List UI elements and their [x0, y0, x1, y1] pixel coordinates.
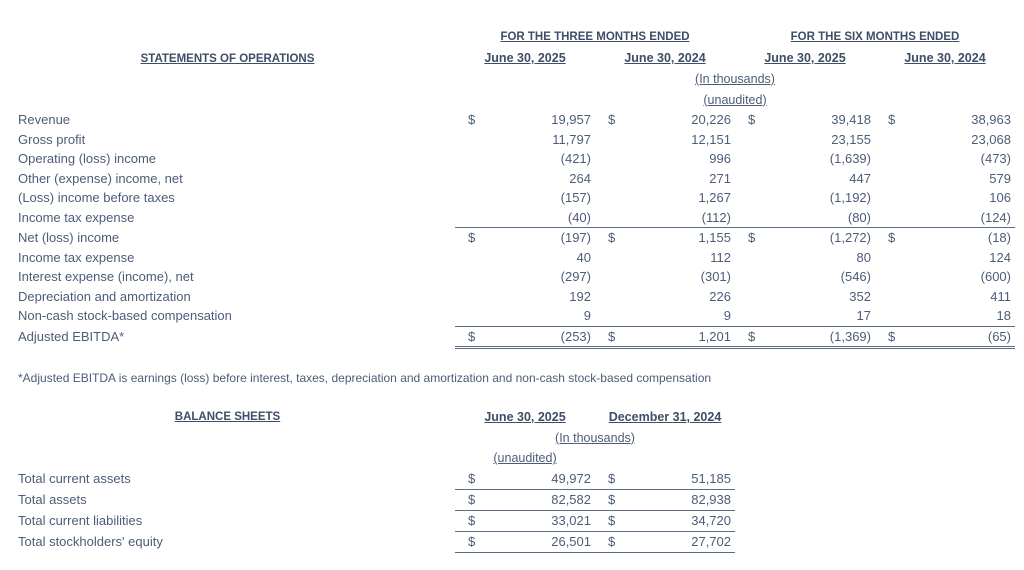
- currency-cell: [455, 208, 483, 228]
- value-cell: 124: [989, 249, 1011, 265]
- currency-cell: [595, 169, 623, 189]
- date-header: [735, 48, 875, 70]
- table-row-other-income: [0, 169, 1015, 189]
- row-label: Total current assets: [18, 470, 131, 486]
- currency-cell: [595, 248, 623, 268]
- note-unaudited: (unaudited): [703, 92, 767, 107]
- value-cell: 11,797: [552, 131, 591, 147]
- value-cell: 579: [989, 170, 1011, 186]
- currency-cell: [595, 208, 623, 228]
- note-unaudited-cell: [455, 448, 595, 469]
- date-header-row: [0, 48, 1015, 70]
- currency-cell: $: [455, 531, 483, 552]
- row-label: Gross profit: [18, 131, 86, 147]
- table-row-depreciation-amortization: [0, 287, 1015, 307]
- note-row: [0, 69, 1015, 90]
- row-label: Revenue: [18, 112, 71, 127]
- date-header-label: June 30, 2025: [764, 51, 846, 65]
- row-label: Income tax expense: [18, 249, 135, 265]
- note-unaudited-cell: [455, 90, 1015, 111]
- value-cell: (80): [763, 208, 875, 228]
- value-cell: 112: [710, 249, 731, 265]
- value-cell: (600): [980, 269, 1011, 284]
- value-cell: 12,151: [691, 131, 731, 147]
- table-row-total-stockholders-equity: [0, 531, 735, 552]
- value-cell: 1,267: [698, 190, 731, 205]
- value-cell: 18: [903, 306, 1015, 326]
- value-cell: 264: [569, 170, 591, 186]
- row-label: Depreciation and amortization: [18, 288, 191, 304]
- table-row-revenue: [0, 110, 1015, 130]
- value-cell: 352: [849, 288, 871, 304]
- value-cell: (112): [623, 208, 735, 228]
- value-cell: (157): [560, 190, 591, 205]
- balance-sheets-table: [0, 406, 735, 553]
- value-cell: (65): [903, 326, 1015, 348]
- period-header-label: FOR THE SIX MONTHS ENDED: [790, 31, 960, 43]
- value-cell: 411: [990, 288, 1011, 304]
- row-label: Non-cash stock-based compensation: [18, 308, 232, 324]
- table-row-total-current-assets: [0, 469, 735, 490]
- currency-cell: [735, 267, 763, 287]
- currency-cell: [735, 248, 763, 268]
- value-cell: (546): [840, 269, 871, 284]
- date-header-label: June 30, 2025: [484, 51, 566, 65]
- spacer-cell: [595, 448, 735, 469]
- currency-cell: [875, 287, 903, 307]
- spacer-cell: [0, 428, 455, 449]
- value-cell: 17: [763, 306, 875, 326]
- note-in-thousands: (In thousands): [695, 72, 775, 86]
- value-cell: 40: [576, 249, 591, 265]
- currency-cell: $: [455, 489, 483, 510]
- currency-cell: [735, 130, 763, 150]
- currency-cell: $: [595, 469, 623, 490]
- value-cell: (1,639): [829, 151, 871, 166]
- value-cell: 9: [623, 306, 735, 326]
- value-cell: 82,582: [483, 489, 595, 510]
- currency-cell: $: [468, 112, 476, 127]
- value-cell: (1,272): [829, 230, 871, 245]
- row-label: Adjusted EBITDA*: [18, 329, 125, 344]
- period-header-row: [0, 26, 1015, 48]
- currency-cell: [735, 149, 763, 169]
- statements-of-operations-title: STATEMENTS OF OPERATIONS: [140, 52, 315, 65]
- currency-cell: [455, 149, 483, 169]
- value-cell: (421): [560, 151, 591, 166]
- table-row-income-tax-expense: [0, 208, 1015, 228]
- value-cell: (253): [483, 326, 595, 348]
- value-cell: 80: [856, 249, 871, 265]
- currency-cell: $: [748, 230, 756, 245]
- date-header-row: [0, 406, 735, 428]
- currency-cell: [595, 130, 623, 150]
- currency-cell: [875, 169, 903, 189]
- row-label: Operating (loss) income: [18, 151, 156, 166]
- currency-cell: $: [735, 326, 763, 348]
- section-title-cell: [0, 406, 455, 428]
- section-title-cell: [0, 48, 455, 70]
- currency-cell: [455, 169, 483, 189]
- value-cell: 33,021: [483, 510, 595, 531]
- value-cell: 9: [483, 306, 595, 326]
- period-header-three-months: [455, 26, 735, 48]
- date-header-label: June 30, 2024: [624, 51, 706, 65]
- currency-cell: [455, 248, 483, 268]
- currency-cell: [875, 188, 903, 208]
- financial-report: [0, 26, 1024, 553]
- row-label: Interest expense (income), net: [18, 269, 194, 284]
- table-row-adjusted-ebitda: [0, 326, 1015, 348]
- note-unaudited: (unaudited): [493, 451, 557, 465]
- note-in-thousands-cell: [455, 69, 1015, 90]
- value-cell: 51,185: [623, 469, 735, 490]
- currency-cell: [455, 130, 483, 150]
- value-cell: 192: [569, 288, 591, 304]
- value-cell: (1,192): [829, 190, 871, 205]
- row-label: (Loss) income before taxes: [18, 190, 175, 205]
- table-row-gross-profit: [0, 130, 1015, 150]
- currency-cell: [875, 248, 903, 268]
- date-header: [875, 48, 1015, 70]
- value-cell: 23,068: [971, 131, 1011, 147]
- currency-cell: [595, 188, 623, 208]
- note-in-thousands-cell: [455, 428, 735, 449]
- currency-cell: [735, 208, 763, 228]
- spacer-cell: [0, 448, 455, 469]
- row-label: Other (expense) income, net: [18, 170, 183, 186]
- currency-cell: $: [455, 326, 483, 348]
- currency-cell: [875, 208, 903, 228]
- value-cell: 106: [989, 190, 1011, 205]
- currency-cell: $: [455, 510, 483, 531]
- value-cell: (18): [987, 230, 1011, 245]
- currency-cell: [875, 130, 903, 150]
- value-cell: 49,972: [483, 469, 595, 490]
- currency-cell: $: [888, 112, 896, 127]
- date-header: [455, 48, 595, 70]
- currency-cell: [735, 287, 763, 307]
- date-header-label: June 30, 2024: [904, 51, 986, 65]
- value-cell: (124): [903, 208, 1015, 228]
- currency-cell: [455, 267, 483, 287]
- table-row-total-assets: [0, 489, 735, 510]
- currency-cell: $: [888, 230, 896, 245]
- currency-cell: [875, 267, 903, 287]
- value-cell: (40): [483, 208, 595, 228]
- currency-cell: [875, 306, 903, 326]
- row-label: Total assets: [18, 491, 87, 507]
- date-header-label: December 31, 2024: [608, 409, 722, 424]
- currency-cell: [455, 287, 483, 307]
- value-cell: (301): [700, 269, 731, 284]
- row-label: Total current liabilities: [18, 512, 143, 528]
- value-cell: 19,957: [551, 112, 591, 127]
- row-label: Total stockholders' equity: [18, 533, 163, 549]
- value-cell: 39,418: [831, 112, 871, 127]
- table-row-net-income: [0, 228, 1015, 248]
- value-cell: (1,369): [763, 326, 875, 348]
- table-row-income-tax-expense-addback: [0, 248, 1015, 268]
- value-cell: 226: [709, 288, 731, 304]
- currency-cell: [595, 149, 623, 169]
- currency-cell: $: [608, 112, 616, 127]
- note-in-thousands: (In thousands): [555, 430, 635, 445]
- statements-of-operations-table: [0, 26, 1015, 349]
- date-header-label: June 30, 2025: [484, 409, 566, 424]
- currency-cell: [595, 267, 623, 287]
- adjusted-ebitda-footnote: *Adjusted EBITDA is earnings (loss) before interest, taxes, depreciation and amortization and non-cash stock-based compensation: [18, 371, 712, 385]
- value-cell: (473): [980, 151, 1011, 166]
- currency-cell: $: [595, 531, 623, 552]
- currency-cell: [735, 188, 763, 208]
- value-cell: 26,501: [483, 531, 595, 552]
- note-row: [0, 428, 735, 449]
- table-row-interest-expense: [0, 267, 1015, 287]
- table-row-stock-compensation: [0, 306, 1015, 326]
- table-row-operating-income: [0, 149, 1015, 169]
- table-row-total-current-liabilities: [0, 510, 735, 531]
- value-cell: 38,963: [971, 112, 1011, 127]
- currency-cell: $: [455, 469, 483, 490]
- spacer-cell: [0, 26, 455, 48]
- value-cell: 447: [849, 170, 871, 186]
- value-cell: 1,201: [623, 326, 735, 348]
- value-cell: 23,155: [831, 131, 871, 147]
- currency-cell: $: [468, 230, 476, 245]
- row-label: Net (loss) income: [18, 229, 120, 245]
- note-row: [0, 448, 735, 469]
- row-label: Income tax expense: [18, 209, 135, 225]
- value-cell: 996: [709, 151, 731, 166]
- currency-cell: $: [595, 510, 623, 531]
- currency-cell: $: [595, 326, 623, 348]
- currency-cell: [595, 306, 623, 326]
- spacer-cell: [0, 69, 455, 90]
- currency-cell: $: [748, 112, 756, 127]
- value-cell: (197): [560, 230, 591, 245]
- period-header-label: FOR THE THREE MONTHS ENDED: [500, 31, 690, 43]
- value-cell: 34,720: [623, 510, 735, 531]
- currency-cell: $: [875, 326, 903, 348]
- currency-cell: [595, 287, 623, 307]
- date-header: [455, 406, 595, 428]
- currency-cell: [735, 306, 763, 326]
- value-cell: 20,226: [691, 112, 731, 127]
- value-cell: 27,702: [623, 531, 735, 552]
- value-cell: (297): [560, 269, 591, 284]
- table-row-income-before-taxes: [0, 188, 1015, 208]
- spacer-cell: [0, 90, 455, 111]
- currency-cell: [735, 169, 763, 189]
- currency-cell: [455, 188, 483, 208]
- value-cell: 271: [709, 170, 731, 186]
- currency-cell: $: [595, 489, 623, 510]
- balance-sheets-title: BALANCE SHEETS: [174, 411, 281, 423]
- note-row: [0, 90, 1015, 111]
- date-header: [595, 48, 735, 70]
- currency-cell: [455, 306, 483, 326]
- currency-cell: [875, 149, 903, 169]
- currency-cell: $: [608, 230, 616, 245]
- date-header: [595, 406, 735, 428]
- period-header-six-months: [735, 26, 1015, 48]
- value-cell: 1,155: [698, 230, 731, 245]
- value-cell: 82,938: [623, 489, 735, 510]
